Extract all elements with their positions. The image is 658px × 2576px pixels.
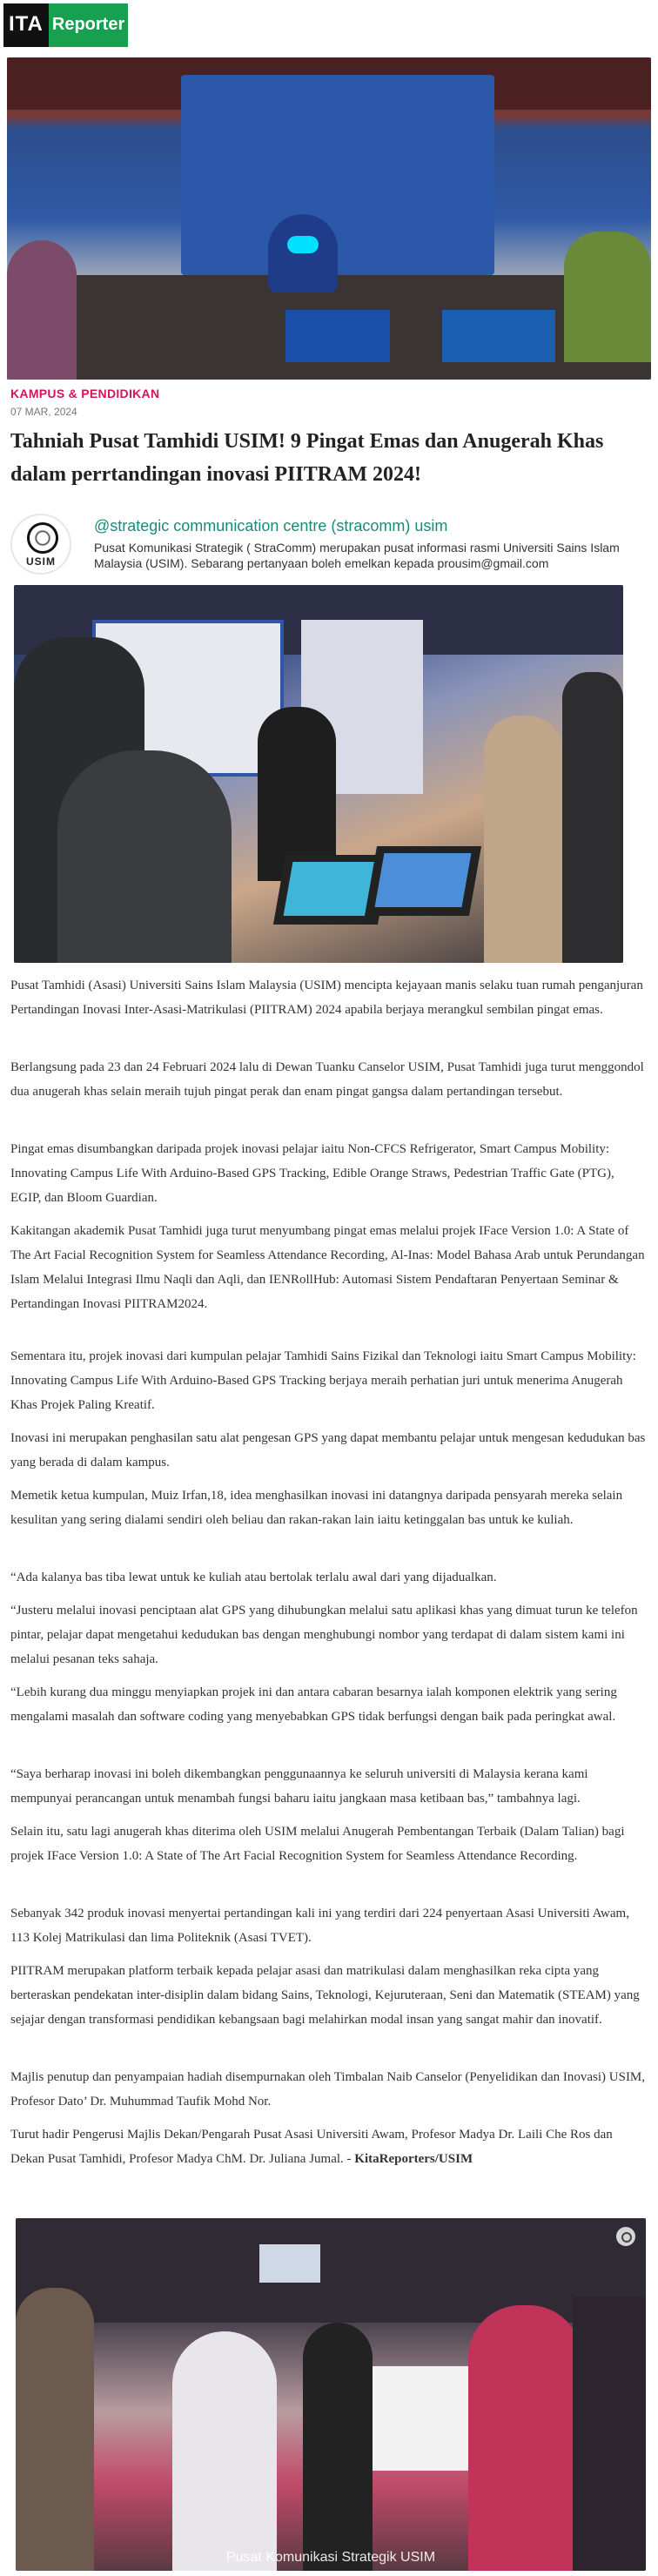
article-date: 07 MAR, 2024 bbox=[10, 406, 77, 418]
paragraph: PIITRAM merupakan platform terbaik kepada pelajar asasi dan matrikulasi dalam menghasilkan reka cipta yang berteraskan pendekatan inter-disiplin dalam bidang Sains, Teknologi, Kejuruteraan, Seni dan Matematik (STEAM) yang sejajar dengan transformasi pendidikan kebangsaan bagi melahirkan modal insan yang sangat mahir dan inovatif. bbox=[10, 1964, 640, 2027]
paragraph: Kakitangan akademik Pusat Tamhidi juga turut menyumbang pingat emas melalui projek IFace Version 1.0: A State of The Art Facial Recognition System for Seamless Attendance Recording, Al-Inas: Model Bahasa Arab untuk Perundangan Islam Melalui Integrasi Ilmu Naqli dan Aqli, dan IENRollHub: Automasi Sistem Pendaftaran Penyertaan Seminar & Pertandingan Inovasi PIITRAM2024. bbox=[10, 1224, 645, 1311]
logo-text-right: Reporter bbox=[49, 3, 128, 47]
paragraph: Inovasi ini merupakan penghasilan satu alat pengesan GPS yang dapat membantu pelajar untuk mengesan kedudukan bas yang berada di dalam kampus. bbox=[10, 1431, 646, 1470]
paragraph: “Ada kalanya bas tiba lewat untuk ke kuliah atau bertolak terlalu awal dari yang dijadualkan. bbox=[10, 1570, 497, 1584]
article-signature: KitaReporters/USIM bbox=[354, 2152, 473, 2166]
article-headline: Tahniah Pusat Tamhidi USIM! 9 Pingat Emas dan Anugerah Khas dalam perrtandingan inovasi PIITRAM 2024! bbox=[10, 430, 604, 486]
paragraph: Memetik ketua kumpulan, Muiz Irfan,18, idea menghasilkan inovasi ini datangnya daripada pensyarah mereka selain kesulitan yang sering dialami sendiri oleh beliau dan rakan-rakan lain iaitu ketinggalan bas untuk ke kuliah. bbox=[10, 1489, 623, 1527]
author-handle[interactable]: @strategic communication centre (stracomm) usim bbox=[94, 517, 448, 535]
paragraph: Sebanyak 342 produk inovasi menyertai pertandingan kali ini yang terdiri dari 224 penyertaan Asasi Universiti Awam, 113 Kolej Matrikulasi dan lima Politeknik (Asasi TVET). bbox=[10, 1907, 629, 1945]
photo-caption: Pusat Komunikasi Strategik USIM bbox=[225, 2550, 436, 2565]
paragraph-closing bbox=[10, 2122, 648, 2171]
site-logo[interactable] bbox=[3, 3, 125, 47]
paragraph: Pingat emas disumbangkan daripada projek inovasi pelajar iaitu Non-CFCS Refrigerator, Smart Campus Mobility: Innovating Campus Life With Arduino-Based GPS Tracking, Edible Orange Straws, Pedestrian Traffic Gate (PTG), EGIP, dan Bloom Guardian. bbox=[10, 1142, 614, 1205]
avatar-label: USIM bbox=[26, 555, 56, 568]
zoom-icon[interactable] bbox=[616, 2227, 635, 2246]
paragraph: Berlangsung pada 23 dan 24 Februari 2024 lalu di Dewan Tuanku Canselor USIM, Pusat Tamhidi juga turut menggondol dua anugerah khas selain meraih tujuh pingat perak dan enam pingat gangsa dalam pertandingan tersebut. bbox=[10, 1060, 644, 1099]
paragraph: “Saya berharap inovasi ini boleh dikembangkan penggunaannya ke seluruh universiti di Malaysia kerana kami mempunyai perancangan untuk menambah fungsi baharu iaitu jangkaan masa ketibaan bas,” tambahnya lagi. bbox=[10, 1767, 588, 1806]
hero-photo bbox=[7, 57, 651, 380]
paragraph: Pusat Tamhidi (Asasi) Universiti Sains Islam Malaysia (USIM) mencipta kejayaan manis selaku tuan rumah penganjuran Pertandingan Inovasi Inter-Asasi-Matrikulasi (PIITRAM) 2024 apabila berjaya merangkul sembilan pingat emas. bbox=[10, 979, 643, 1017]
paragraph: Selain itu, satu lagi anugerah khas diterima oleh USIM melalui Anugerah Pembentangan Terbaik (Dalam Talian) bagi projek IFace Version 1.0: A State of The Art Facial Recognition System for Seamless Attendance Recording. bbox=[10, 1825, 625, 1863]
author-avatar[interactable] bbox=[10, 514, 71, 575]
event-photo bbox=[16, 2218, 646, 2571]
usim-crest-icon bbox=[27, 522, 58, 554]
author-bio: Pusat Komunikasi Strategik ( StraComm) merupakan pusat informasi rasmi Universiti Sains Islam Malaysia (USIM). Sebarang pertanyaan boleh emelkan kepada prousim@gmail.com bbox=[94, 541, 620, 570]
logo-text-left: ITA bbox=[3, 3, 49, 47]
article-category[interactable]: KAMPUS & PENDIDIKAN bbox=[10, 387, 160, 400]
paragraph: Sementara itu, projek inovasi dari kumpulan pelajar Tamhidi Sains Fizikal dan Teknologi iaitu Smart Campus Mobility: Innovating Campus Life With Arduino-Based GPS Tracking berjaya meraih perhatian juri untuk menerima Anugerah Khas Projek Paling Kreatif. bbox=[10, 1349, 636, 1412]
author-box bbox=[10, 510, 646, 575]
paragraph: “Lebih kurang dua minggu menyiapkan projek ini dan antara cabaran besarnya ialah komponen elektrik yang sering mengalami masalah dan software coding yang menyebabkan GPS tidak berfungsi dengan baik pada peringkat awal. bbox=[10, 1685, 617, 1724]
paragraph: Majlis penutup dan penyampaian hadiah disempurnakan oleh Timbalan Naib Canselor (Penyelidikan dan Inovasi) USIM, Profesor Dato’ Dr. Muhummad Taufik Mohd Nor. bbox=[10, 2070, 646, 2109]
paragraph: “Justeru melalui inovasi penciptaan alat GPS yang dihubungkan melalui satu aplikasi khas yang dimuat turun ke telefon pintar, pelajar dapat mengetahui kedudukan bas dengan menghubungi nombor yang terdapat di dalam sistem kami ini melalui pesanan teks sahaja. bbox=[10, 1604, 638, 1666]
booth-photo bbox=[14, 585, 623, 963]
closing-text: Turut hadir Pengerusi Majlis Dekan/Pengarah Pusat Asasi Universiti Awam, Profesor Madya Dr. Laili Che Ros dan Dekan Pusat Tamhidi, Profesor Madya ChM. Dr. Juliana Jumal. - bbox=[10, 2128, 613, 2166]
